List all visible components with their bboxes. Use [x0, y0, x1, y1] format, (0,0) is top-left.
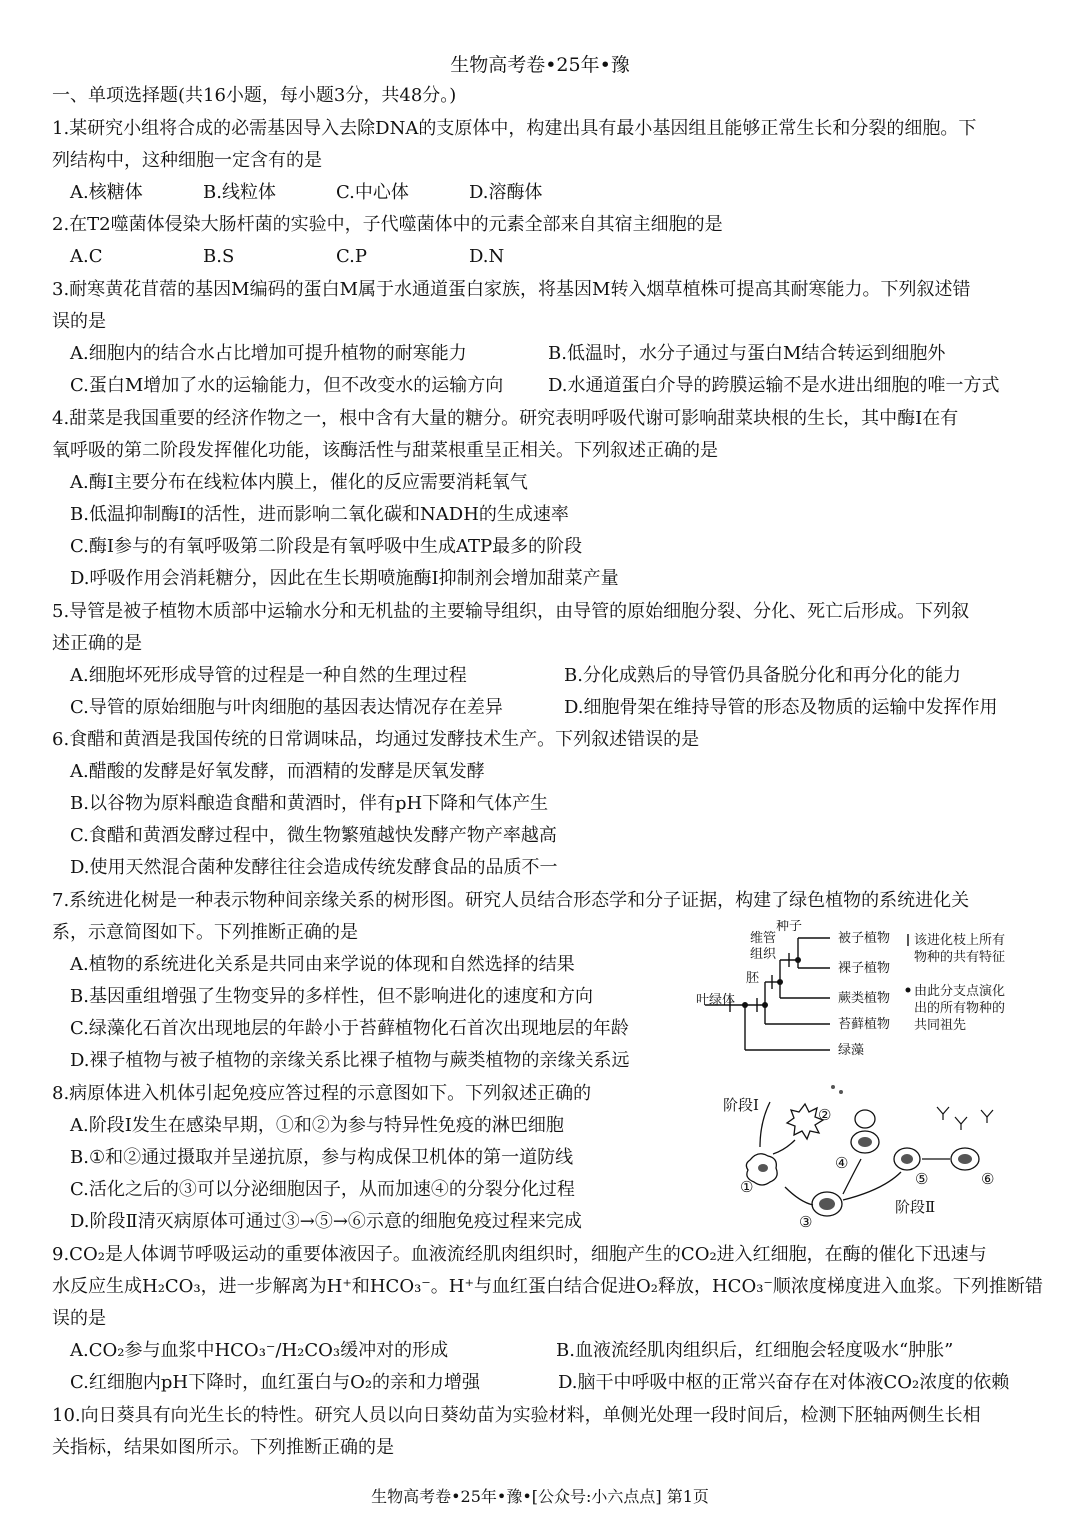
- question-7-option-b: B.基因重组增强了生物变异的多样性，但不影响进化的速度和方向: [70, 986, 593, 1007]
- question-8-stem: 8.病原体进入机体引起免疫应答过程的示意图如下。下列叙述正确的: [52, 1083, 592, 1104]
- question-3-option-d: D.水通道蛋白介导的跨膜运输不是水进出细胞的唯一方式: [548, 375, 1000, 396]
- question-1-option-c: C.中心体: [336, 182, 409, 203]
- cell-5-label: ⑤: [915, 1170, 929, 1188]
- question-3-option-a: A.细胞内的结合水占比增加可提升植物的耐寒能力: [70, 343, 467, 364]
- cell-6-label: ⑥: [981, 1170, 995, 1188]
- question-8-option-b: B.①和②通过摄取并呈递抗原，参与构成保卫机体的第一道防线: [70, 1147, 574, 1168]
- question-3-stem: 3.耐寒黄花苜蓿的基因M编码的蛋白M属于水通道蛋白家族，将基因M转入烟草植株可提高其耐寒能力。下列叙述错: [52, 279, 971, 300]
- question-1-stem-cont: 列结构中，这种细胞一定含有的是: [52, 150, 322, 171]
- stage-1-label: 阶段Ⅰ: [723, 1096, 759, 1114]
- question-1-option-d: D.溶酶体: [469, 182, 543, 203]
- question-2-option-c: C.P: [336, 246, 367, 267]
- question-6-option-d: D.使用天然混合菌种发酵往往会造成传统发酵食品的品质不一: [70, 857, 558, 878]
- question-9-option-d: D.脑干中呼吸中枢的正常兴奋存在对体液CO₂浓度的依赖: [558, 1372, 1010, 1393]
- question-4-stem-cont: 氧呼吸的第二阶段发挥催化功能，该酶活性与甜菜根重呈正相关。下列叙述正确的是: [52, 440, 718, 461]
- question-2-option-b: B.S: [203, 246, 235, 267]
- question-6-option-b: B.以谷物为原料酿造食醋和黄酒时，伴有pH下降和气体产生: [70, 793, 549, 814]
- question-3-stem-cont: 误的是: [52, 311, 106, 332]
- question-1-option-a: A.核糖体: [70, 182, 143, 203]
- question-1-stem: 1.某研究小组将合成的必需基因导入去除DNA的支原体中，构建出具有最小基因组且能够正常生长和分裂的细胞。下: [52, 118, 977, 139]
- question-9-stem: 9.CO₂是人体调节呼吸运动的重要体液因子。血液流经肌肉组织时，细胞产生的CO₂进入红细胞，在酶的催化下迅速与: [52, 1244, 987, 1265]
- phylogenetic-tree-figure: [690, 920, 1030, 1070]
- question-2-option-a: A.C: [70, 246, 103, 267]
- section-heading: 一、单项选择题(共16小题，每小题3分，共48分。): [52, 85, 457, 106]
- question-6-option-c: C.食醋和黄酒发酵过程中，微生物繁殖越快发酵产物产率越高: [70, 825, 557, 846]
- vascular-label-2: 组织: [750, 947, 777, 962]
- cell-3-label: ③: [799, 1213, 813, 1231]
- question-2-option-d: D.N: [469, 246, 505, 267]
- question-4-stem: 4.甜菜是我国重要的经济作物之一，根中含有大量的糖分。研究表明呼吸代谢可影响甜菜块根的生长，其中酶Ⅰ在有: [52, 408, 959, 429]
- question-8-option-a: A.阶段Ⅰ发生在感染早期，①和②为参与特异性免疫的淋巴细胞: [70, 1115, 564, 1136]
- question-3-option-c: C.蛋白M增加了水的运输能力，但不改变水的运输方向: [70, 375, 504, 396]
- cell-4-label: ④: [835, 1154, 849, 1172]
- question-7-stem: 7.系统进化树是一种表示物种间亲缘关系的树形图。研究人员结合形态学和分子证据，构建了绿色植物的系统进化关: [52, 890, 970, 911]
- question-10-stem: 10.向日葵具有向光生长的特性。研究人员以向日葵幼苗为实验材料，单侧光处理一段时间后，检测下胚轴两侧生长相: [52, 1405, 981, 1426]
- question-6-option-a: A.醋酸的发酵是好氧发酵，而酒精的发酵是厌氧发酵: [70, 761, 485, 782]
- stage-2-label: 阶段Ⅱ: [895, 1198, 936, 1216]
- cell-1-label: ①: [740, 1178, 754, 1196]
- question-5-option-b: B.分化成熟后的导管仍具备脱分化和再分化的能力: [564, 665, 961, 686]
- legend-bar-text-2: 物种的共有特征: [914, 950, 1006, 965]
- taxon-fern: 蕨类植物: [838, 991, 891, 1006]
- question-9-option-b: B.血液流经肌肉组织后，红细胞会轻度吸水“肿胀”: [556, 1340, 954, 1361]
- question-4-option-d: D.呼吸作用会消耗糖分，因此在生长期喷施酶Ⅰ抑制剂会增加甜菜产量: [70, 568, 619, 589]
- question-6-stem: 6.食醋和黄酒是我国传统的日常调味品，均通过发酵技术生产。下列叙述错误的是: [52, 729, 700, 750]
- question-9-stem-cont-2: 误的是: [52, 1308, 106, 1329]
- legend-dot-text-1: 由此分支点演化: [914, 984, 1006, 999]
- taxon-moss: 苔藓植物: [838, 1017, 891, 1032]
- chloroplast-label: 叶绿体: [696, 993, 736, 1008]
- question-8-option-c: C.活化之后的③可以分泌细胞因子，从而加速④的分裂分化过程: [70, 1179, 575, 1200]
- legend-dot-text-2: 出的所有物种的: [914, 1001, 1006, 1016]
- taxon-gymnosperm: 裸子植物: [838, 961, 891, 976]
- cell-2-label: ②: [818, 1106, 832, 1124]
- question-7-option-d: D.裸子植物与被子植物的亲缘关系比裸子植物与蕨类植物的亲缘关系远: [70, 1050, 630, 1071]
- question-5-stem-cont: 述正确的是: [52, 633, 142, 654]
- seed-label: 种子: [776, 920, 803, 934]
- page-title: 生物高考卷•25年•豫: [450, 54, 630, 76]
- question-8-option-d: D.阶段Ⅱ清灭病原体可通过③→⑤→⑥示意的细胞免疫过程来完成: [70, 1211, 582, 1232]
- page-footer: 生物高考卷•25年•豫•[公众号:小六点点] 第1页: [371, 1487, 709, 1506]
- question-9-stem-cont: 水反应生成H₂CO₃，进一步解离为H⁺和HCO₃⁻。H⁺与血红蛋白结合促进O₂释放，HCO₃⁻顺浓度梯度进入血浆。下列推断错: [52, 1276, 1043, 1297]
- taxon-green-algae: 绿藻: [838, 1043, 865, 1058]
- question-4-option-a: A.酶Ⅰ主要分布在线粒体内膜上，催化的反应需要消耗氧气: [70, 472, 528, 493]
- question-4-option-c: C.酶Ⅰ参与的有氧呼吸第二阶段是有氧呼吸中生成ATP最多的阶段: [70, 536, 583, 557]
- vascular-label-1: 维管: [750, 931, 777, 946]
- legend-dot-text-3: 共同祖先: [914, 1018, 967, 1033]
- question-7-option-a: A.植物的系统进化关系是共同由来学说的体现和自然选择的结果: [70, 954, 575, 975]
- question-9-option-a: A.CO₂参与血浆中HCO₃⁻/H₂CO₃缓冲对的形成: [70, 1340, 449, 1361]
- question-9-option-c: C.红细胞内pH下降时，血红蛋白与O₂的亲和力增强: [70, 1372, 481, 1393]
- legend-bar-text-1: 该进化枝上所有: [914, 933, 1006, 948]
- question-2-stem: 2.在T2噬菌体侵染大肠杆菌的实验中，子代噬菌体中的元素全部来自其宿主细胞的是: [52, 214, 723, 235]
- question-1-option-b: B.线粒体: [203, 182, 276, 203]
- question-5-stem: 5.导管是被子植物木质部中运输水分和无机盐的主要输导组织，由导管的原始细胞分裂、分化、死亡后形成。下列叙: [52, 601, 970, 622]
- immune-response-figure: [715, 1082, 1035, 1232]
- taxon-angiosperm: 被子植物: [838, 931, 891, 946]
- question-4-option-b: B.低温抑制酶Ⅰ的活性，进而影响二氧化碳和NADH的生成速率: [70, 504, 569, 525]
- question-7-option-c: C.绿藻化石首次出现地层的年龄小于苔藓植物化石首次出现地层的年龄: [70, 1018, 629, 1039]
- question-7-stem-cont: 系，示意简图如下。下列推断正确的是: [52, 922, 358, 943]
- embryo-label: 胚: [746, 971, 760, 986]
- question-3-option-b: B.低温时，水分子通过与蛋白M结合转运到细胞外: [548, 343, 946, 364]
- question-5-option-a: A.细胞坏死形成导管的过程是一种自然的生理过程: [70, 665, 467, 686]
- question-10-stem-cont: 关指标，结果如图所示。下列推断正确的是: [52, 1437, 394, 1458]
- question-5-option-c: C.导管的原始细胞与叶肉细胞的基因表达情况存在差异: [70, 697, 503, 718]
- question-5-option-d: D.细胞骨架在维持导管的形态及物质的运输中发挥作用: [564, 697, 998, 718]
